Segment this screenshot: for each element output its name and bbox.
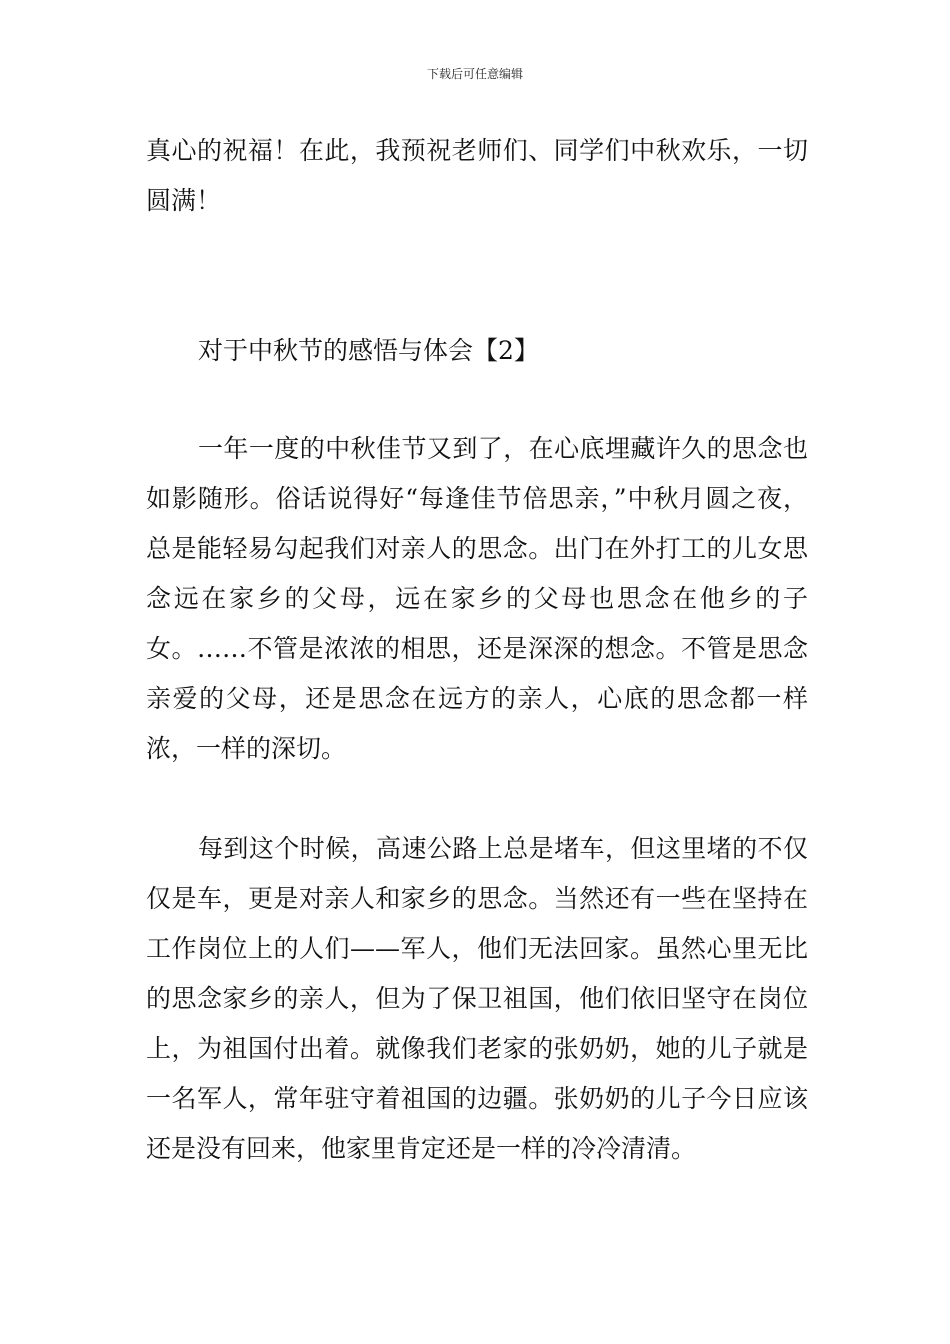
header-note: 下载后可任意编辑 <box>426 67 523 81</box>
section-title: 对于中秋节的感悟与体会【2】 <box>198 336 539 365</box>
body-paragraph-2: 每到这个时候，高速公路上总是堵车，但这里堵的不仅仅是车，更是对亲人和家乡的思念。当然还有一些在坚持在工作岗位上的人们——军人，他们无法回家。虽然心里无比的思念家乡的亲人，但为了保卫祖国，他们依旧坚守在岗位上，为祖国付出着。就像我们老家的张奶奶，她的儿子就是一名军人，常年驻守着祖国的边疆。张奶奶的儿子今日应该还是没有回来，他家里肯定还是一样的冷冷清清。 <box>146 834 808 1163</box>
intro-paragraph: 真心的祝福！在此，我预祝老师们、同学们中秋欢乐，一切圆满！ <box>146 136 808 215</box>
body-paragraph-1: 一年一度的中秋佳节又到了，在心底埋藏许久的思念也如影随形。俗话说得好“每逢佳节倍思亲，”中秋月圆之夜，总是能轻易勾起我们对亲人的思念。出门在外打工的儿女思念远在家乡的父母，远在家乡的父母也思念在他乡的子女。……不管是浓浓的相思，还是深深的想念。不管是思念亲爱的父母，还是思念在远方的亲人，心底的思念都一样浓，一样的深切。 <box>146 434 808 763</box>
